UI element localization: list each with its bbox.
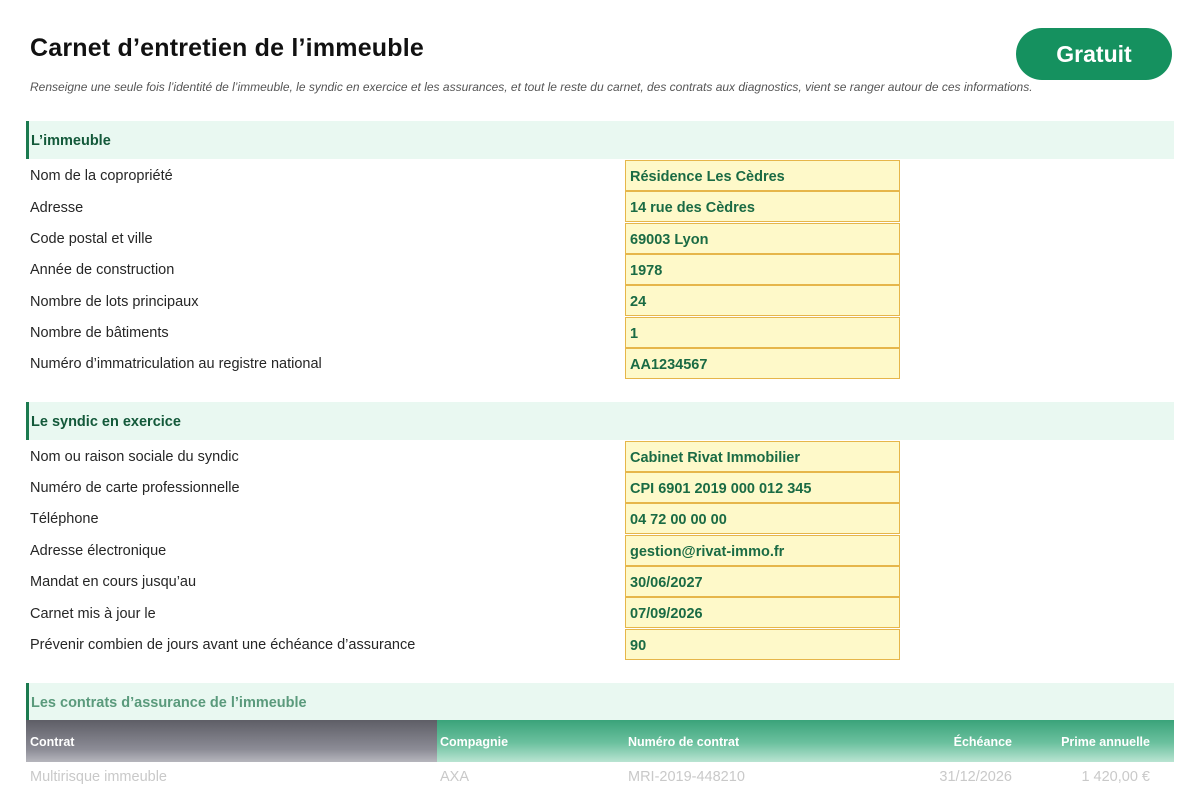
column-header-prime-annuelle[interactable]: Prime annuelle <box>1022 720 1174 762</box>
section-header-syndic <box>26 402 1174 440</box>
page-title: Carnet d’entretien de l’immeuble <box>30 34 424 62</box>
table-cell-prime-annuelle[interactable]: 1 420,00 € <box>1081 769 1150 785</box>
field-input-mandat[interactable]: 30/06/2027 <box>625 566 900 597</box>
table-cell-contrat[interactable]: Multirisque immeuble <box>30 769 167 785</box>
field-label-annee-construction: Année de construction <box>30 262 175 278</box>
field-label-immatriculation: Numéro d’immatriculation au registre national <box>30 356 322 372</box>
field-input-prevenir-jours[interactable]: 90 <box>625 629 900 660</box>
field-input-nombre-batiments[interactable]: 1 <box>625 317 900 348</box>
section-title-immeuble: L’immeuble <box>31 133 111 149</box>
field-label-mandat: Mandat en cours jusqu’au <box>30 574 197 590</box>
column-header-compagnie[interactable]: Compagnie <box>437 720 627 762</box>
field-label-adresse: Adresse <box>30 200 84 216</box>
field-input-nombre-lots[interactable]: 24 <box>625 285 900 316</box>
table-row[interactable] <box>26 762 1174 792</box>
field-input-nom-syndic[interactable]: Cabinet Rivat Immobilier <box>625 441 900 472</box>
field-label-nombre-batiments: Nombre de bâtiments <box>30 325 169 341</box>
field-label-prevenir-jours: Prévenir combien de jours avant une échéance d’assurance <box>30 637 416 653</box>
field-input-nom-copropriete[interactable]: Résidence Les Cèdres <box>625 160 900 191</box>
field-label-nom-syndic: Nom ou raison sociale du syndic <box>30 449 239 465</box>
field-input-email[interactable]: gestion@rivat-immo.fr <box>625 535 900 566</box>
field-label-email: Adresse électronique <box>30 543 167 559</box>
field-input-carnet-maj[interactable]: 07/09/2026 <box>625 597 900 628</box>
page-subtitle: Renseigne une seule fois l’identité de l’immeuble, le syndic en exercice et les assurances, et tout le reste du carnet, des contrats aux diagnostics, vient se ranger autour de ces informations. <box>30 80 1033 94</box>
field-label-nombre-lots: Nombre de lots principaux <box>30 294 199 310</box>
section-title-assurances: Les contrats d’assurance de l’immeuble <box>31 695 307 711</box>
field-label-code-postal-ville: Code postal et ville <box>30 231 153 247</box>
field-input-telephone[interactable]: 04 72 00 00 00 <box>625 503 900 534</box>
field-label-telephone: Téléphone <box>30 511 99 527</box>
field-input-carte-pro[interactable]: CPI 6901 2019 000 012 345 <box>625 472 900 503</box>
insurance-table-header <box>26 720 1174 762</box>
column-header-numero-contrat[interactable]: Numéro de contrat <box>627 720 877 762</box>
table-cell-numero-contrat[interactable]: MRI-2019-448210 <box>628 769 745 785</box>
field-input-code-postal-ville[interactable]: 69003 Lyon <box>625 223 900 254</box>
field-input-annee-construction[interactable]: 1978 <box>625 254 900 285</box>
field-input-adresse[interactable]: 14 rue des Cèdres <box>625 191 900 222</box>
column-header-echeance[interactable]: Échéance <box>877 720 1022 762</box>
field-input-immatriculation[interactable]: AA1234567 <box>625 348 900 379</box>
table-cell-compagnie[interactable]: AXA <box>440 769 470 785</box>
free-badge-button[interactable]: Gratuit <box>1016 28 1172 80</box>
column-header-contrat[interactable]: Contrat <box>26 720 437 762</box>
field-label-carte-pro: Numéro de carte professionnelle <box>30 480 240 496</box>
section-header-immeuble <box>26 121 1174 159</box>
section-header-assurances <box>26 683 1174 721</box>
field-label-nom-copropriete: Nom de la copropriété <box>30 168 173 184</box>
table-cell-echeance[interactable]: 31/12/2026 <box>939 769 1012 785</box>
field-label-carnet-maj: Carnet mis à jour le <box>30 606 156 622</box>
section-title-syndic: Le syndic en exercice <box>31 414 181 430</box>
